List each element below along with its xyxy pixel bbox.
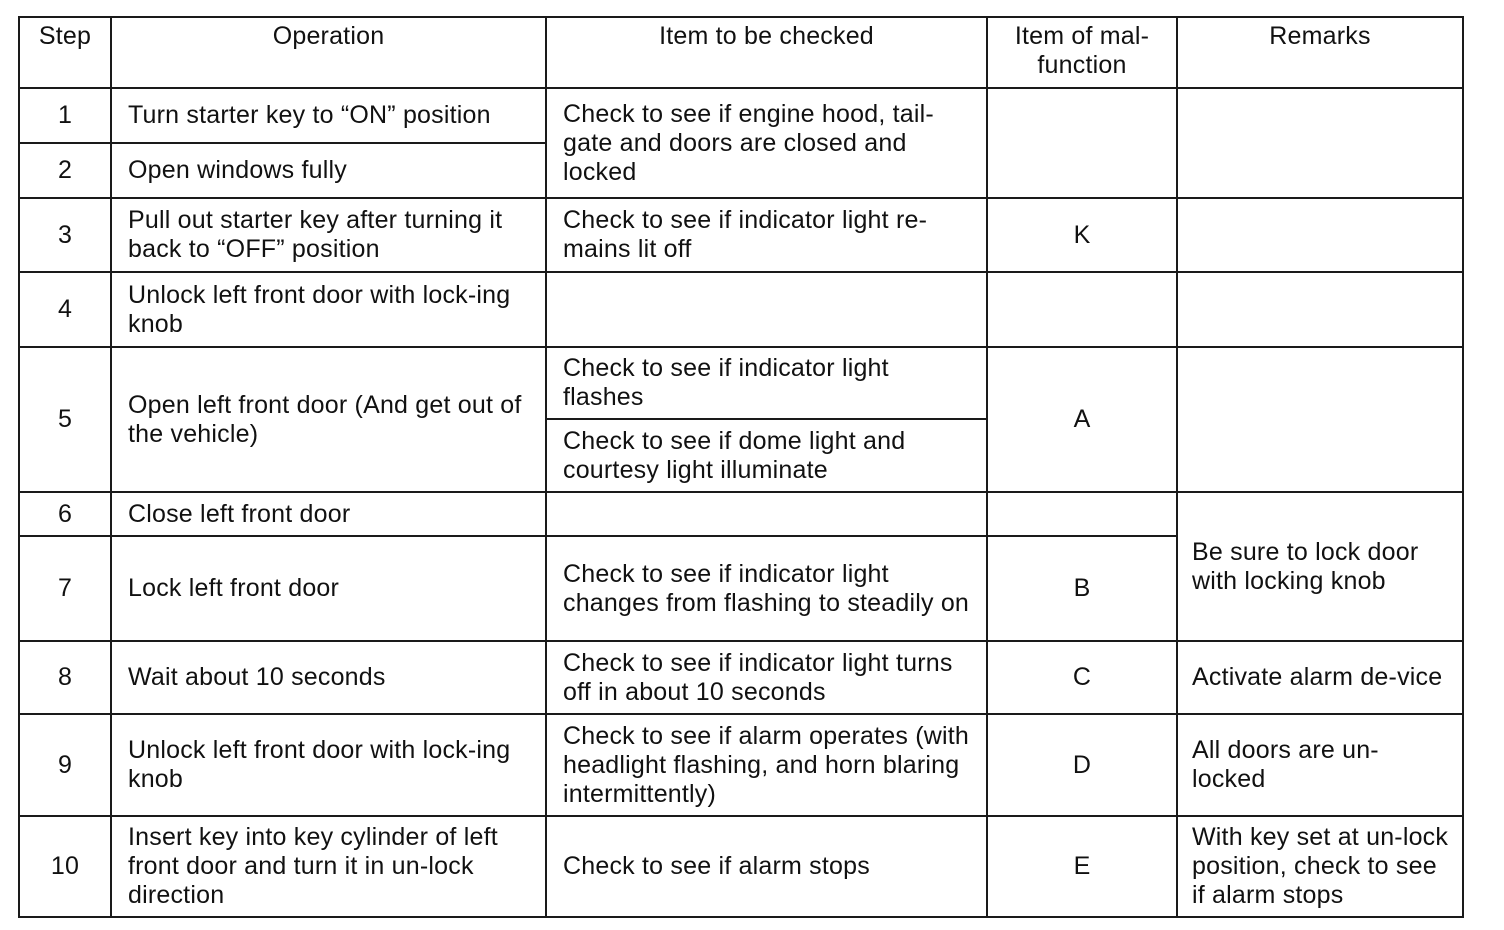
- remarks-cell: [1177, 492, 1463, 641]
- check-cell: Check to see if indicator light changes from flashing to steadily on: [546, 536, 987, 641]
- table-row-10: [19, 816, 1463, 917]
- header-malfunction: Item of mal- function: [987, 17, 1177, 88]
- operation-cell: Insert key into key cylinder of left front door and turn it in un-lock direction: [111, 816, 546, 917]
- remarks-cell: [1177, 347, 1463, 492]
- check-cell: Check to see if indicator light turns off in about 10 seconds: [546, 641, 987, 714]
- header-step: Step: [19, 17, 111, 88]
- procedure-table: [18, 16, 1464, 918]
- operation-cell: Open windows fully: [111, 143, 546, 198]
- header-row: [19, 17, 1463, 88]
- check-cell: [546, 492, 987, 536]
- malfunction-cell: [987, 492, 1177, 536]
- remarks-text: Be sure to lock door with locking knob: [1192, 537, 1419, 595]
- malfunction-cell: C: [987, 641, 1177, 714]
- table-row-1: [19, 88, 1463, 143]
- check-cell: Check to see if engine hood, tail-gate and doors are closed and locked: [546, 88, 987, 198]
- operation-cell: Wait about 10 seconds: [111, 641, 546, 714]
- malfunction-cell: D: [987, 714, 1177, 816]
- step-cell: 6: [19, 492, 111, 536]
- header-operation: Operation: [111, 17, 546, 88]
- operation-cell: Unlock left front door with lock-ing knob: [111, 272, 546, 347]
- check-cell: Check to see if alarm stops: [546, 816, 987, 917]
- check-cell: Check to see if indicator light flashes: [546, 347, 987, 419]
- malfunction-cell: [987, 272, 1177, 347]
- check-cell: Check to see if dome light and courtesy light illuminate: [546, 419, 987, 492]
- step-cell: 9: [19, 714, 111, 816]
- malfunction-cell: E: [987, 816, 1177, 917]
- step-cell: 7: [19, 536, 111, 641]
- table-row-3: [19, 198, 1463, 272]
- step-cell: 1: [19, 88, 111, 143]
- table-row-5: [19, 347, 1463, 419]
- remarks-cell: All doors are un-locked: [1177, 714, 1463, 816]
- operation-cell: Pull out starter key after turning it back to “OFF” position: [111, 198, 546, 272]
- step-cell: 10: [19, 816, 111, 917]
- remarks-cell: Activate alarm de-vice: [1177, 641, 1463, 714]
- step-cell: 3: [19, 198, 111, 272]
- malfunction-cell: B: [987, 536, 1177, 641]
- step-cell: 2: [19, 143, 111, 198]
- operation-cell: Close left front door: [111, 492, 546, 536]
- table-row-9: [19, 714, 1463, 816]
- operation-cell: Unlock left front door with lock-ing knob: [111, 714, 546, 816]
- check-cell: [546, 272, 987, 347]
- step-cell: 5: [19, 347, 111, 492]
- header-item-checked: Item to be checked: [546, 17, 987, 88]
- malfunction-cell: A: [987, 347, 1177, 492]
- remarks-cell: [1177, 88, 1463, 198]
- table-row-6: [19, 492, 1463, 536]
- header-remarks: Remarks: [1177, 17, 1463, 88]
- remarks-cell: [1177, 272, 1463, 347]
- step-cell: 4: [19, 272, 111, 347]
- remarks-cell: [1177, 198, 1463, 272]
- operation-cell: Turn starter key to “ON” position: [111, 88, 546, 143]
- step-cell: 8: [19, 641, 111, 714]
- malfunction-cell: K: [987, 198, 1177, 272]
- malfunction-cell: [987, 88, 1177, 198]
- table-row-8: [19, 641, 1463, 714]
- operation-cell: Open left front door (And get out of the vehicle): [111, 347, 546, 492]
- check-cell: Check to see if indicator light re-mains lit off: [546, 198, 987, 272]
- table-row-4: [19, 272, 1463, 347]
- remarks-cell: With key set at un-lock position, check to see if alarm stops: [1177, 816, 1463, 917]
- operation-cell: Lock left front door: [111, 536, 546, 641]
- check-cell: Check to see if alarm operates (with headlight flashing, and horn blaring intermittently): [546, 714, 987, 816]
